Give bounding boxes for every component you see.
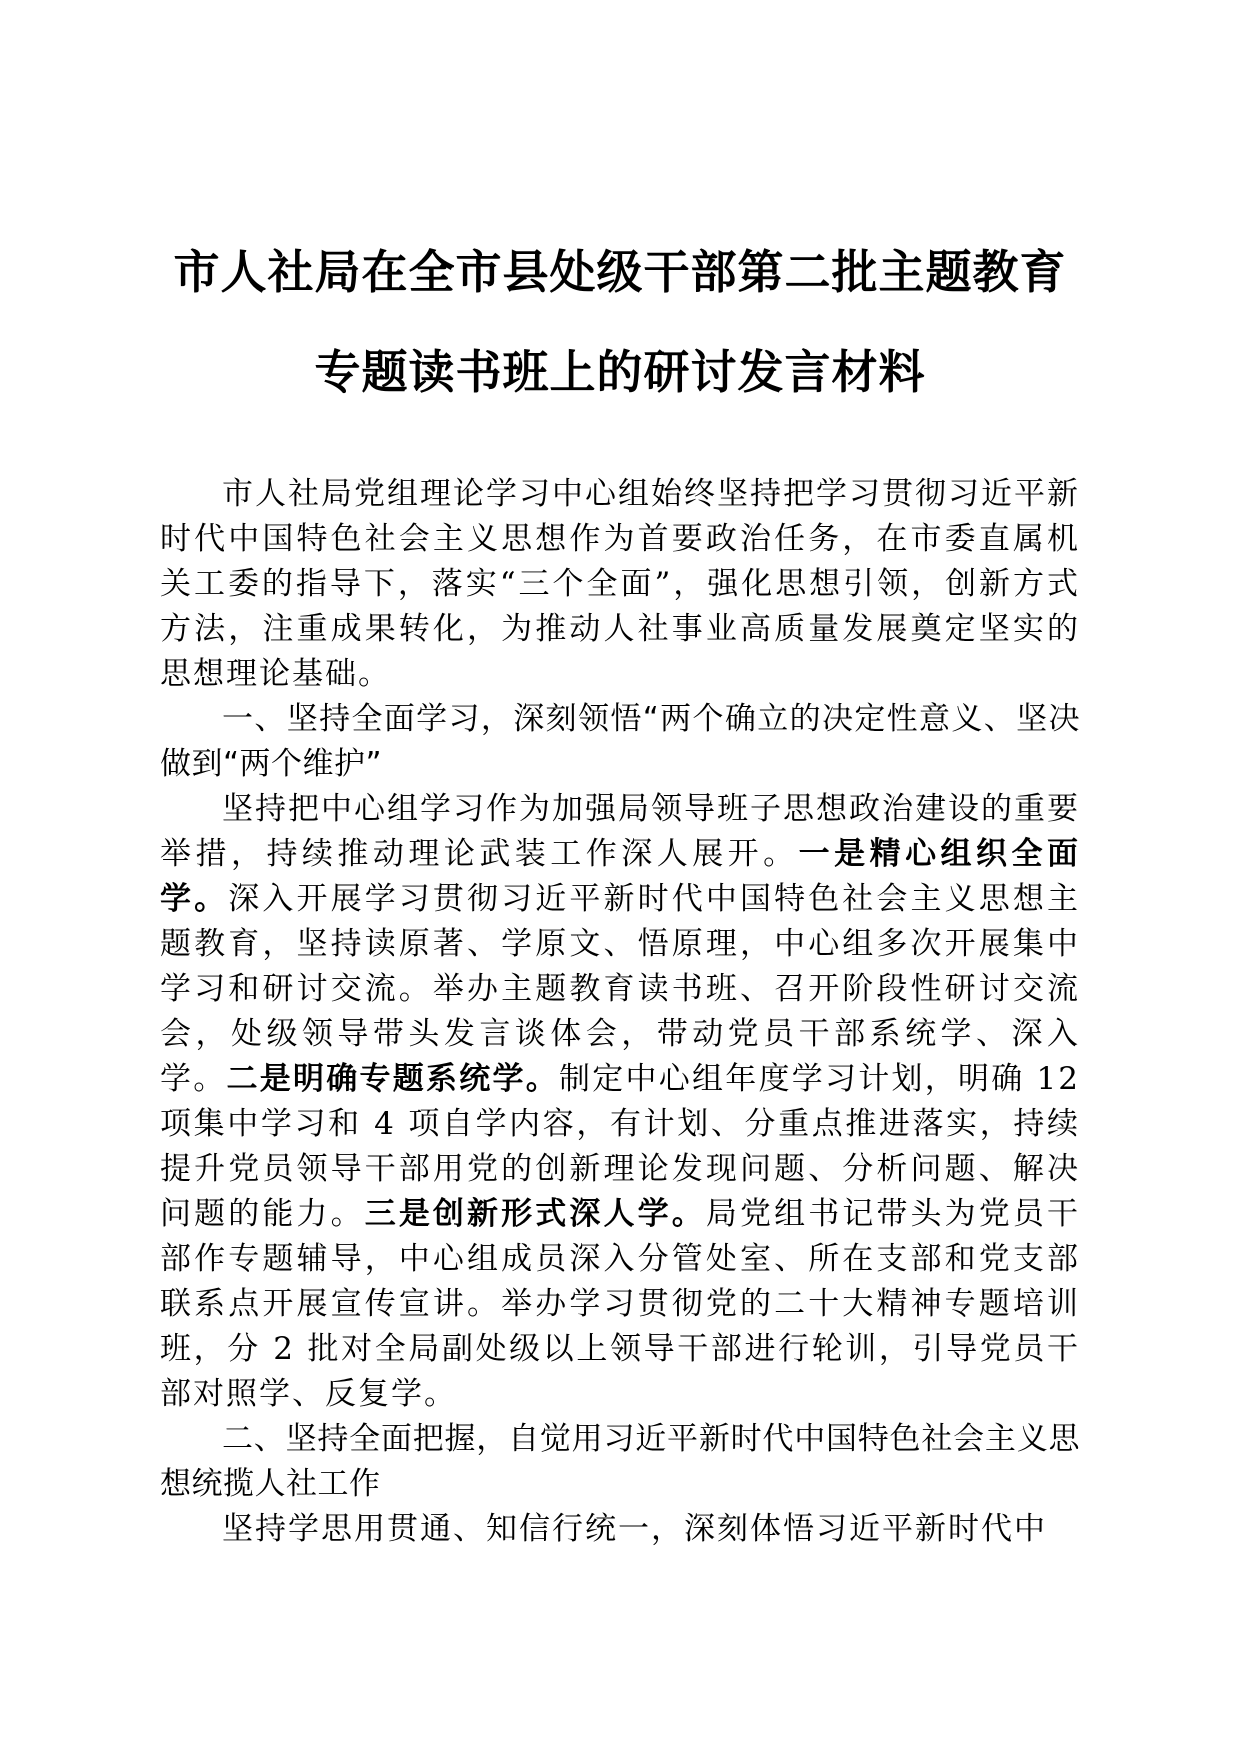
point-2-text: 制定中心组年度学习计划，明确 12 项集中学习和 4 项自学内容，有计划、分重点推进落实，持续提升党员领导干部用党的创新理论发现问题、分析问题、解决问题的能力。 <box>160 1061 1080 1232</box>
section-2-heading: 二、坚持全面把握，自觉用习近平新时代中国特色社会主义思想统揽人社工作 <box>160 1421 1080 1502</box>
point-3-text: 局党组书记带头为党员干部作专题辅导，中心组成员深入分管处室、所在支部和党支部联系点开展宣传宣讲。举办学习贯彻党的二十大精神专题培训班，分 2 批对全局副处级以上领导干部进行轮训，引导党员干部对照学、反复学。 <box>160 1196 1081 1412</box>
point-3-label: 三是创新形式深人学。 <box>364 1196 706 1232</box>
section-1-paragraph <box>160 787 1080 1417</box>
section-1-lead: 坚持把中心组学习作为加强局领导班子思想政治建设的重要举措，持续推动理论武装工作深人展开。 <box>160 791 1080 872</box>
document-title: 市人社局在全市县处级干部第二批主题教育专题读书班上的研讨发言材料 <box>173 245 1067 399</box>
intro-paragraph: 市人社局党组理论学习中心组始终坚持把学习贯彻习近平新时代中国特色社会主义思想作为首要政治任务，在市委直属机关工委的指导下，落实“三个全面”，强化思想引领，创新方式方法，注重成果转化，为推动人社事业高质量发展奠定坚实的思想理论基础。 <box>160 476 1080 692</box>
point-2-label: 二是明确专题系统学。 <box>226 1061 559 1097</box>
point-1-text: 深入开展学习贯彻习近平新时代中国特色社会主义思想主题教育，坚持读原著、学原文、悟原理，中心组多次开展集中学习和研讨交流。举办主题教育读书班、召开阶段性研讨交流会，处级领导带头发言谈体会，带动党员干部系统学、深入学。 <box>160 881 1081 1097</box>
document-body <box>160 472 1080 1552</box>
section-2-paragraph: 坚持学思用贯通、知信行统一，深刻体悟习近平新时代中 <box>222 1511 1047 1547</box>
point-1-label: 一是精心组织全面学。 <box>160 836 1080 917</box>
document-page <box>160 0 1080 1754</box>
section-1-heading: 一、坚持全面学习，深刻领悟“两个确立的决定性意义、坚决做到“两个维护” <box>160 701 1080 782</box>
